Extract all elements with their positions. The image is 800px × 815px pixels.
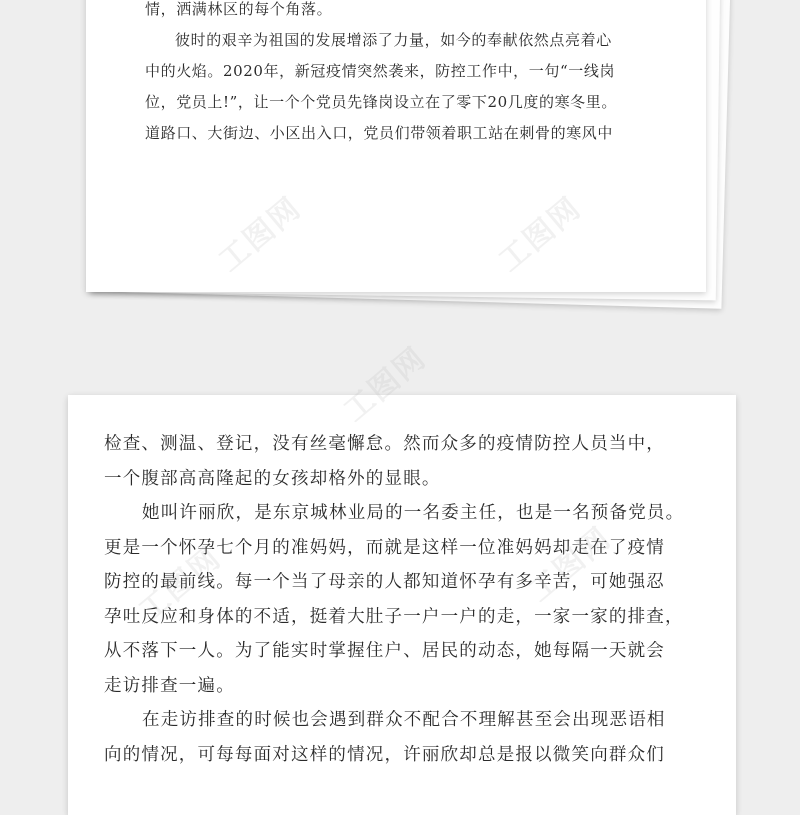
text-line: 孕吐反应和身体的不适，挺着大肚子一户一户的走，一家一家的排查， (104, 606, 684, 627)
text-line: 道路口、大街边、小区出入口，党员们带领着职工站在刺骨的寒风中 (145, 124, 614, 142)
text-line: 位，党员上!”，让一个个党员先锋岗设立在了零下20几度的寒冬里。 (145, 93, 617, 111)
text-line: 防控的最前线。每一个当了母亲的人都知道怀孕有多辛苦，可她强忍 (104, 572, 665, 592)
watermark: 工图网 (337, 340, 434, 429)
text-line: 走访排查一遍。 (104, 675, 235, 696)
text-line: 彼时的艰辛为祖国的发展增添了力量，如今的奉献依然点亮着心 (175, 31, 612, 49)
bottom-page-text (104, 427, 698, 772)
text-line: 向的情况，可每每面对这样的情况，许丽欣却总是报以微笑向群众们 (104, 744, 665, 765)
text-line: 从不落下一人。为了能实时掌握住户、居民的动态，她每隔一天就会 (104, 641, 665, 661)
text-line: 中的火焰。2020年，新冠疫情突然袭来，防控工作中，一句“一线岗 (145, 62, 616, 80)
text-line: 检查、测温、登记，没有丝毫懈怠。然而众多的疫情防控人员当中， (104, 434, 665, 454)
text-line: 她叫许丽欣，是东京城林业局的一名委主任，也是一名预备党员。 (142, 503, 685, 523)
text-line: 更是一个怀孕七个月的准妈妈，而就是这样一位准妈妈却走在了疫情 (104, 537, 665, 558)
top-page-text (145, 0, 675, 149)
text-line: 情，洒满林区的每个角落。 (145, 0, 333, 18)
text-line: 一个腹部高高隆起的女孩却格外的显眼。 (104, 468, 441, 489)
text-line: 在走访排查的时候也会遇到群众不配合不理解甚至会出现恶语相 (142, 710, 666, 730)
